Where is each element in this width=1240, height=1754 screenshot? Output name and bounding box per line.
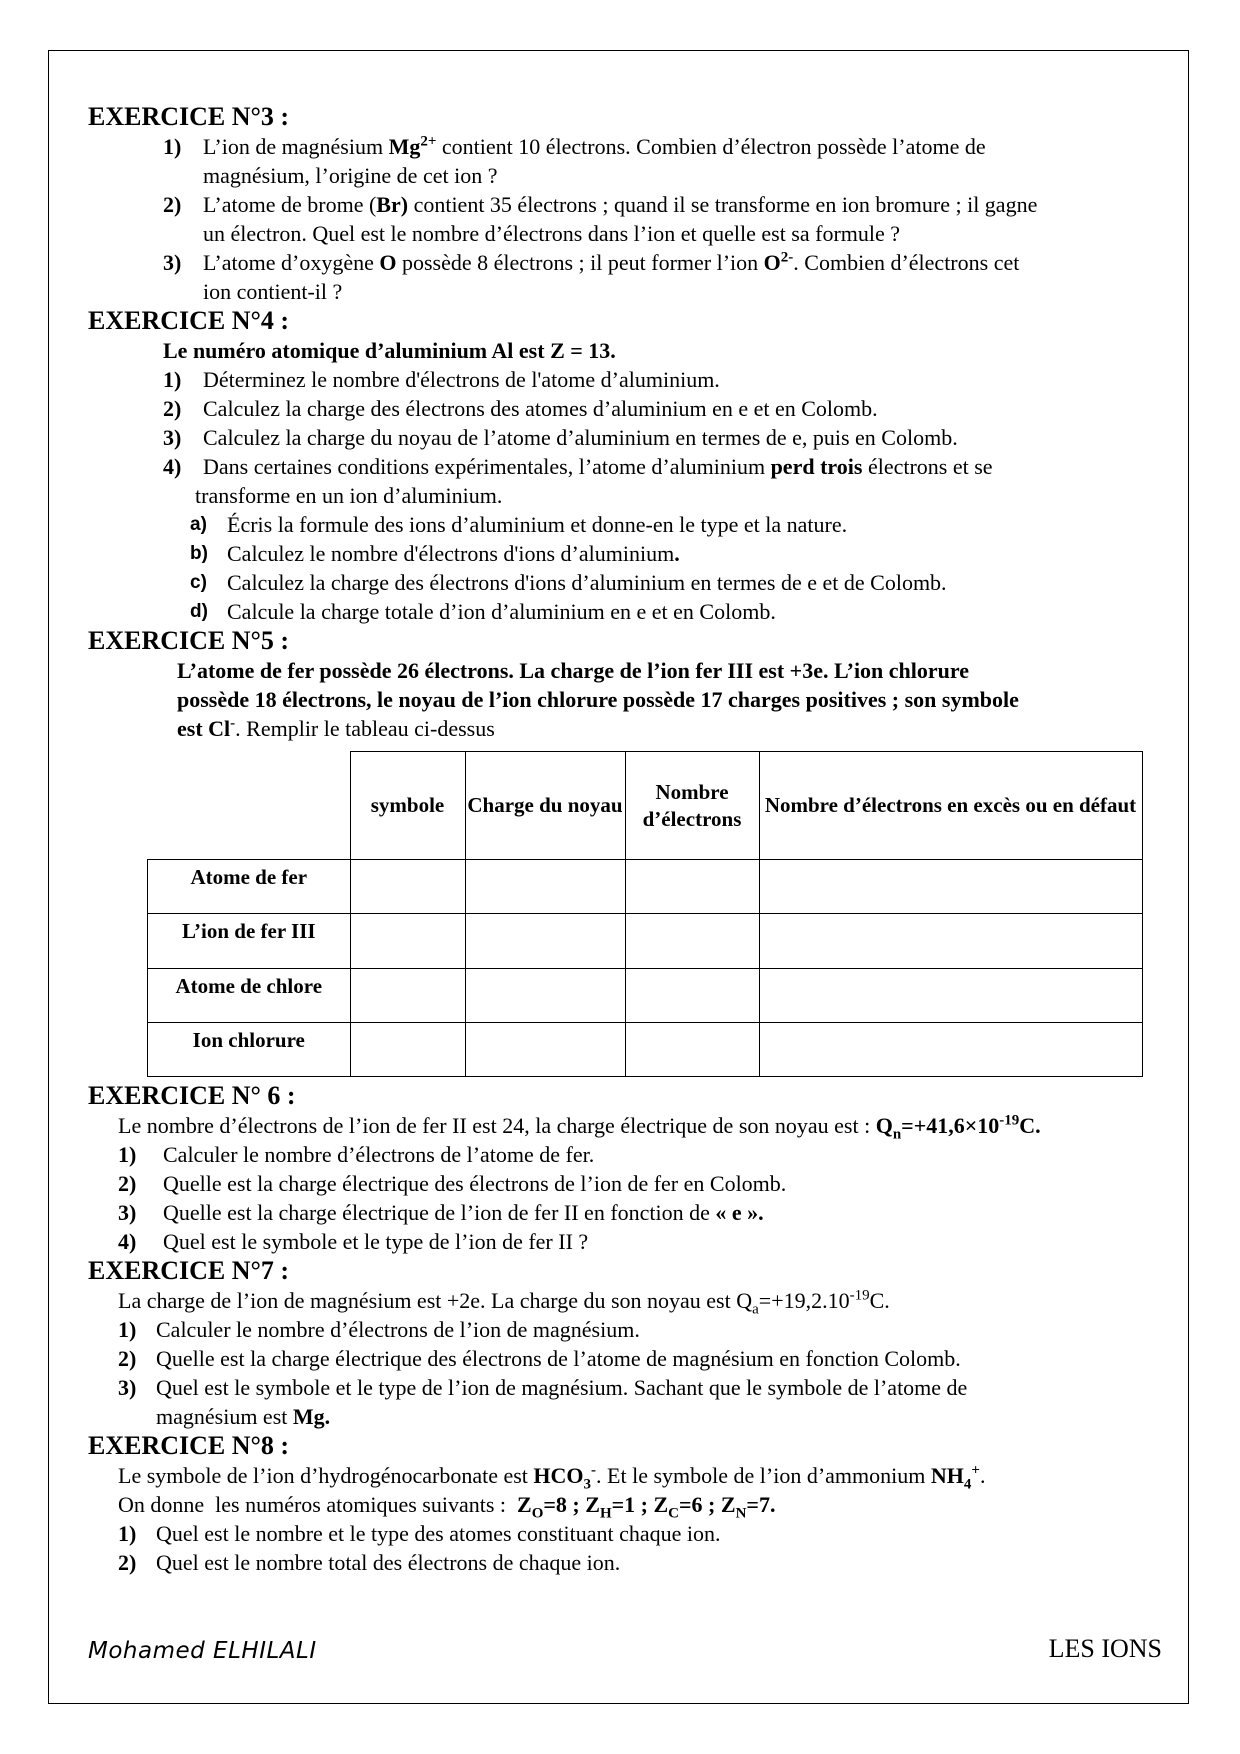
row-header: Atome de chlore — [148, 969, 351, 1023]
question-3: 3) Quel est le symbole et le type de l’ion de magnésium. Sachant que le symbole de l’atome de — [118, 1375, 968, 1400]
answer-cell[interactable] — [350, 1023, 465, 1077]
question-3: 3) L’atome d’oxygène O possède 8 électrons ; il peut former l’ion $O^{2-}$. Combien d’électrons cet — [163, 249, 1020, 275]
header-cell: Charge du noyau — [465, 752, 625, 860]
question-2: 2) L’atome de brome (Br) contient 35 électrons ; quand il se transforme en ion bromure ; il gagne — [163, 192, 1038, 217]
answer-cell[interactable] — [625, 1023, 759, 1077]
answer-cell[interactable] — [759, 1023, 1142, 1077]
exercise-title: EXERCICE N°8 : — [88, 1431, 290, 1460]
header-cell: Nombre d’électrons en excès ou en défaut — [759, 752, 1142, 860]
question-4: 4) Quel est le symbole et le type de l’ion de fer II ? — [118, 1229, 589, 1254]
sub-question-b: b) Calculez le nombre d'électrons d'ions d’aluminium. — [190, 541, 680, 566]
answer-cell[interactable] — [350, 969, 465, 1023]
question-2: 2) Quel est le nombre total des électrons de chaque ion. — [118, 1550, 621, 1575]
exercise-intro: Le numéro atomique d’aluminium Al est Z = 13. — [163, 338, 616, 363]
answer-cell[interactable] — [465, 860, 625, 914]
answer-cell[interactable] — [350, 914, 465, 969]
exercise-4: EXERCICE N°4 : Le numéro atomique d’aluminium Al est Z = 13. 1) Déterminez le nombre d'électrons de l'atome d’aluminium. 2) Calculez la charge des électrons des atomes d’aluminium en e et en Colomb. 3) Calculez la charge du noyau de l’atome d’aluminium en termes de e, puis en Colomb. 4) Dans certaines conditions expérimentales, l’atome d’aluminium perd trois électrons et se transforme en un ion d’aluminium. a) Écris la formule des ions d’aluminium et donne-en le type et la nature. b) Calculez le nombre d'électrons d'ions d’aluminium. c) Calculez la charge des électrons d'ions d’aluminium en termes de e et de Colomb. d) Calcule la charge totale d’ion d’aluminium en e et en Colomb. — [88, 306, 1168, 626]
exercise-intro: Le nombre d’électrons de l’ion de fer II est 24, la charge électrique de son noyau est : $Q_n=+41,6\times 10^{-19}C$. — [118, 1112, 1041, 1143]
answer-cell[interactable] — [465, 914, 625, 969]
answer-cell[interactable] — [759, 914, 1142, 969]
header-cell: Nombre d’électrons — [625, 752, 759, 860]
header-cell: symbole — [350, 752, 465, 860]
exercise-intro: La charge de l’ion de magnésium est +2e. La charge du son noyau est $Q_a=+19,2.10^{-19}C$. — [118, 1287, 890, 1318]
sub-question-a: a) Écris la formule des ions d’aluminium et donne-en le type et la nature. — [190, 512, 848, 537]
answer-cell[interactable] — [759, 969, 1142, 1023]
question-3: 3) Quelle est la charge électrique de l’ion de fer II en fonction de « e ». — [118, 1200, 764, 1225]
exercise-7: EXERCICE N°7 : La charge de l’ion de magnésium est +2e. La charge du son noyau est $Q_a=+19,2.10^{-19}C$. 1) Calculer le nombre d’électrons de l’ion de magnésium. 2) Quelle est la charge électrique des électrons de l’atome de magnésium en fonction Colomb. 3) Quel est le symbole et le type de l’ion de magnésium. Sachant que le symbole de l’atome de magnésium est Mg. — [88, 1256, 1168, 1431]
author-name: Mohamed ELHILALI — [88, 1638, 317, 1664]
question-2: 2) Quelle est la charge électrique des électrons de l’ion de fer en Colomb. — [118, 1171, 787, 1196]
row-header: L’ion de fer III — [148, 914, 351, 969]
sub-question-d: d) Calcule la charge totale d’ion d’aluminium en e et en Colomb. — [190, 599, 776, 624]
question-1: 1) Calculer le nombre d’électrons de l’ion de magnésium. — [118, 1317, 640, 1342]
exercise-title: EXERCICE N°4 : — [88, 306, 290, 335]
answer-cell[interactable] — [625, 914, 759, 969]
topic-title: LES IONS — [1048, 1634, 1162, 1663]
answer-cell[interactable] — [759, 860, 1142, 914]
question-1: 1) Quel est le nombre et le type des atomes constituant chaque ion. — [118, 1521, 721, 1546]
question-2: 2) Quelle est la charge électrique des électrons de l’atome de magnésium en fonction Colomb. — [118, 1346, 961, 1371]
question-2: 2) Calculez la charge des électrons des atomes d’aluminium en e et en Colomb. — [163, 396, 878, 421]
ions-table — [147, 751, 1143, 1077]
sub-question-c: c) Calculez la charge des électrons d'ions d’aluminium en termes de e et de Colomb. — [190, 570, 947, 595]
exercise-title: EXERCICE N°5 : — [88, 626, 290, 655]
row-header: Ion chlorure — [148, 1023, 351, 1077]
exercise-5: EXERCICE N°5 : L’atome de fer possède 26 électrons. La charge de l’ion fer III est +3e. L’ion chlorure possède 18 électrons, le noyau de l’ion chlorure possède 17 charges positives ; son symbole est Cl-. Remplir le tableau ci-dessus symbole Charge du noyau Nombre d’électrons Nombre d’électrons en excès ou en défaut Atome de fer L’ion de fer III Atome de chlore Ion chlorure — [88, 626, 1168, 1077]
question-1: 1) L’ion de magnésium $Mg^{2+}$ contient 10 électrons. Combien d’électron possède l’atome de — [163, 133, 986, 159]
answer-cell[interactable] — [625, 860, 759, 914]
question-1: 1) Calculer le nombre d’électrons de l’atome de fer. — [118, 1142, 595, 1167]
answer-cell[interactable] — [625, 969, 759, 1023]
document-body — [88, 102, 1168, 1577]
exercise-title: EXERCICE N° 6 : — [88, 1081, 296, 1110]
answer-cell[interactable] — [465, 1023, 625, 1077]
exercise-8: EXERCICE N°8 : Le symbole de l’ion d’hydrogénocarbonate est $HCO_3^-$. Et le symbole de l’ion d’ammonium $NH_4^+$. On donne les numéros atomiques suivants : $Z_O=8$ ; $Z_H=1$ ; $Z_C=6$ ; $Z_N=7$. 1) Quel est le nombre et le type des atomes constituant chaque ion. 2) Quel est le nombre total des électrons de chaque ion. — [88, 1431, 1168, 1577]
exercise-title: EXERCICE N°7 : — [88, 1256, 290, 1285]
question-4: 4) Dans certaines conditions expérimentales, l’atome d’aluminium perd trois électrons et se — [163, 454, 993, 479]
exercise-6 — [88, 1081, 1168, 1256]
question-3: 3) Calculez la charge du noyau de l’atome d’aluminium en termes de e, puis en Colomb. — [163, 425, 958, 450]
answer-cell[interactable] — [350, 860, 465, 914]
row-header: Atome de fer — [148, 860, 351, 914]
exercise-3: EXERCICE N°3 : 1) L’ion de magnésium $Mg^{2+}$ contient 10 électrons. Combien d’électron possède l’atome de magnésium, l’origine de cet ion ? 2) L’atome de brome (Br) contient 35 électrons ; quand il se transforme en ion bromure ; il gagne un électron. Quel est le nombre d’électrons dans l’ion et quelle est sa formule ? 3) L’atome d’oxygène O possède 8 électrons ; il peut former l’ion $O^{2-}$. Combien d’électrons cet ion contient-il ? — [88, 102, 1168, 306]
exercise-title: EXERCICE N°3 : — [88, 102, 290, 131]
question-1: 1) Déterminez le nombre d'électrons de l'atome d’aluminium. — [163, 367, 720, 392]
answer-cell[interactable] — [465, 969, 625, 1023]
